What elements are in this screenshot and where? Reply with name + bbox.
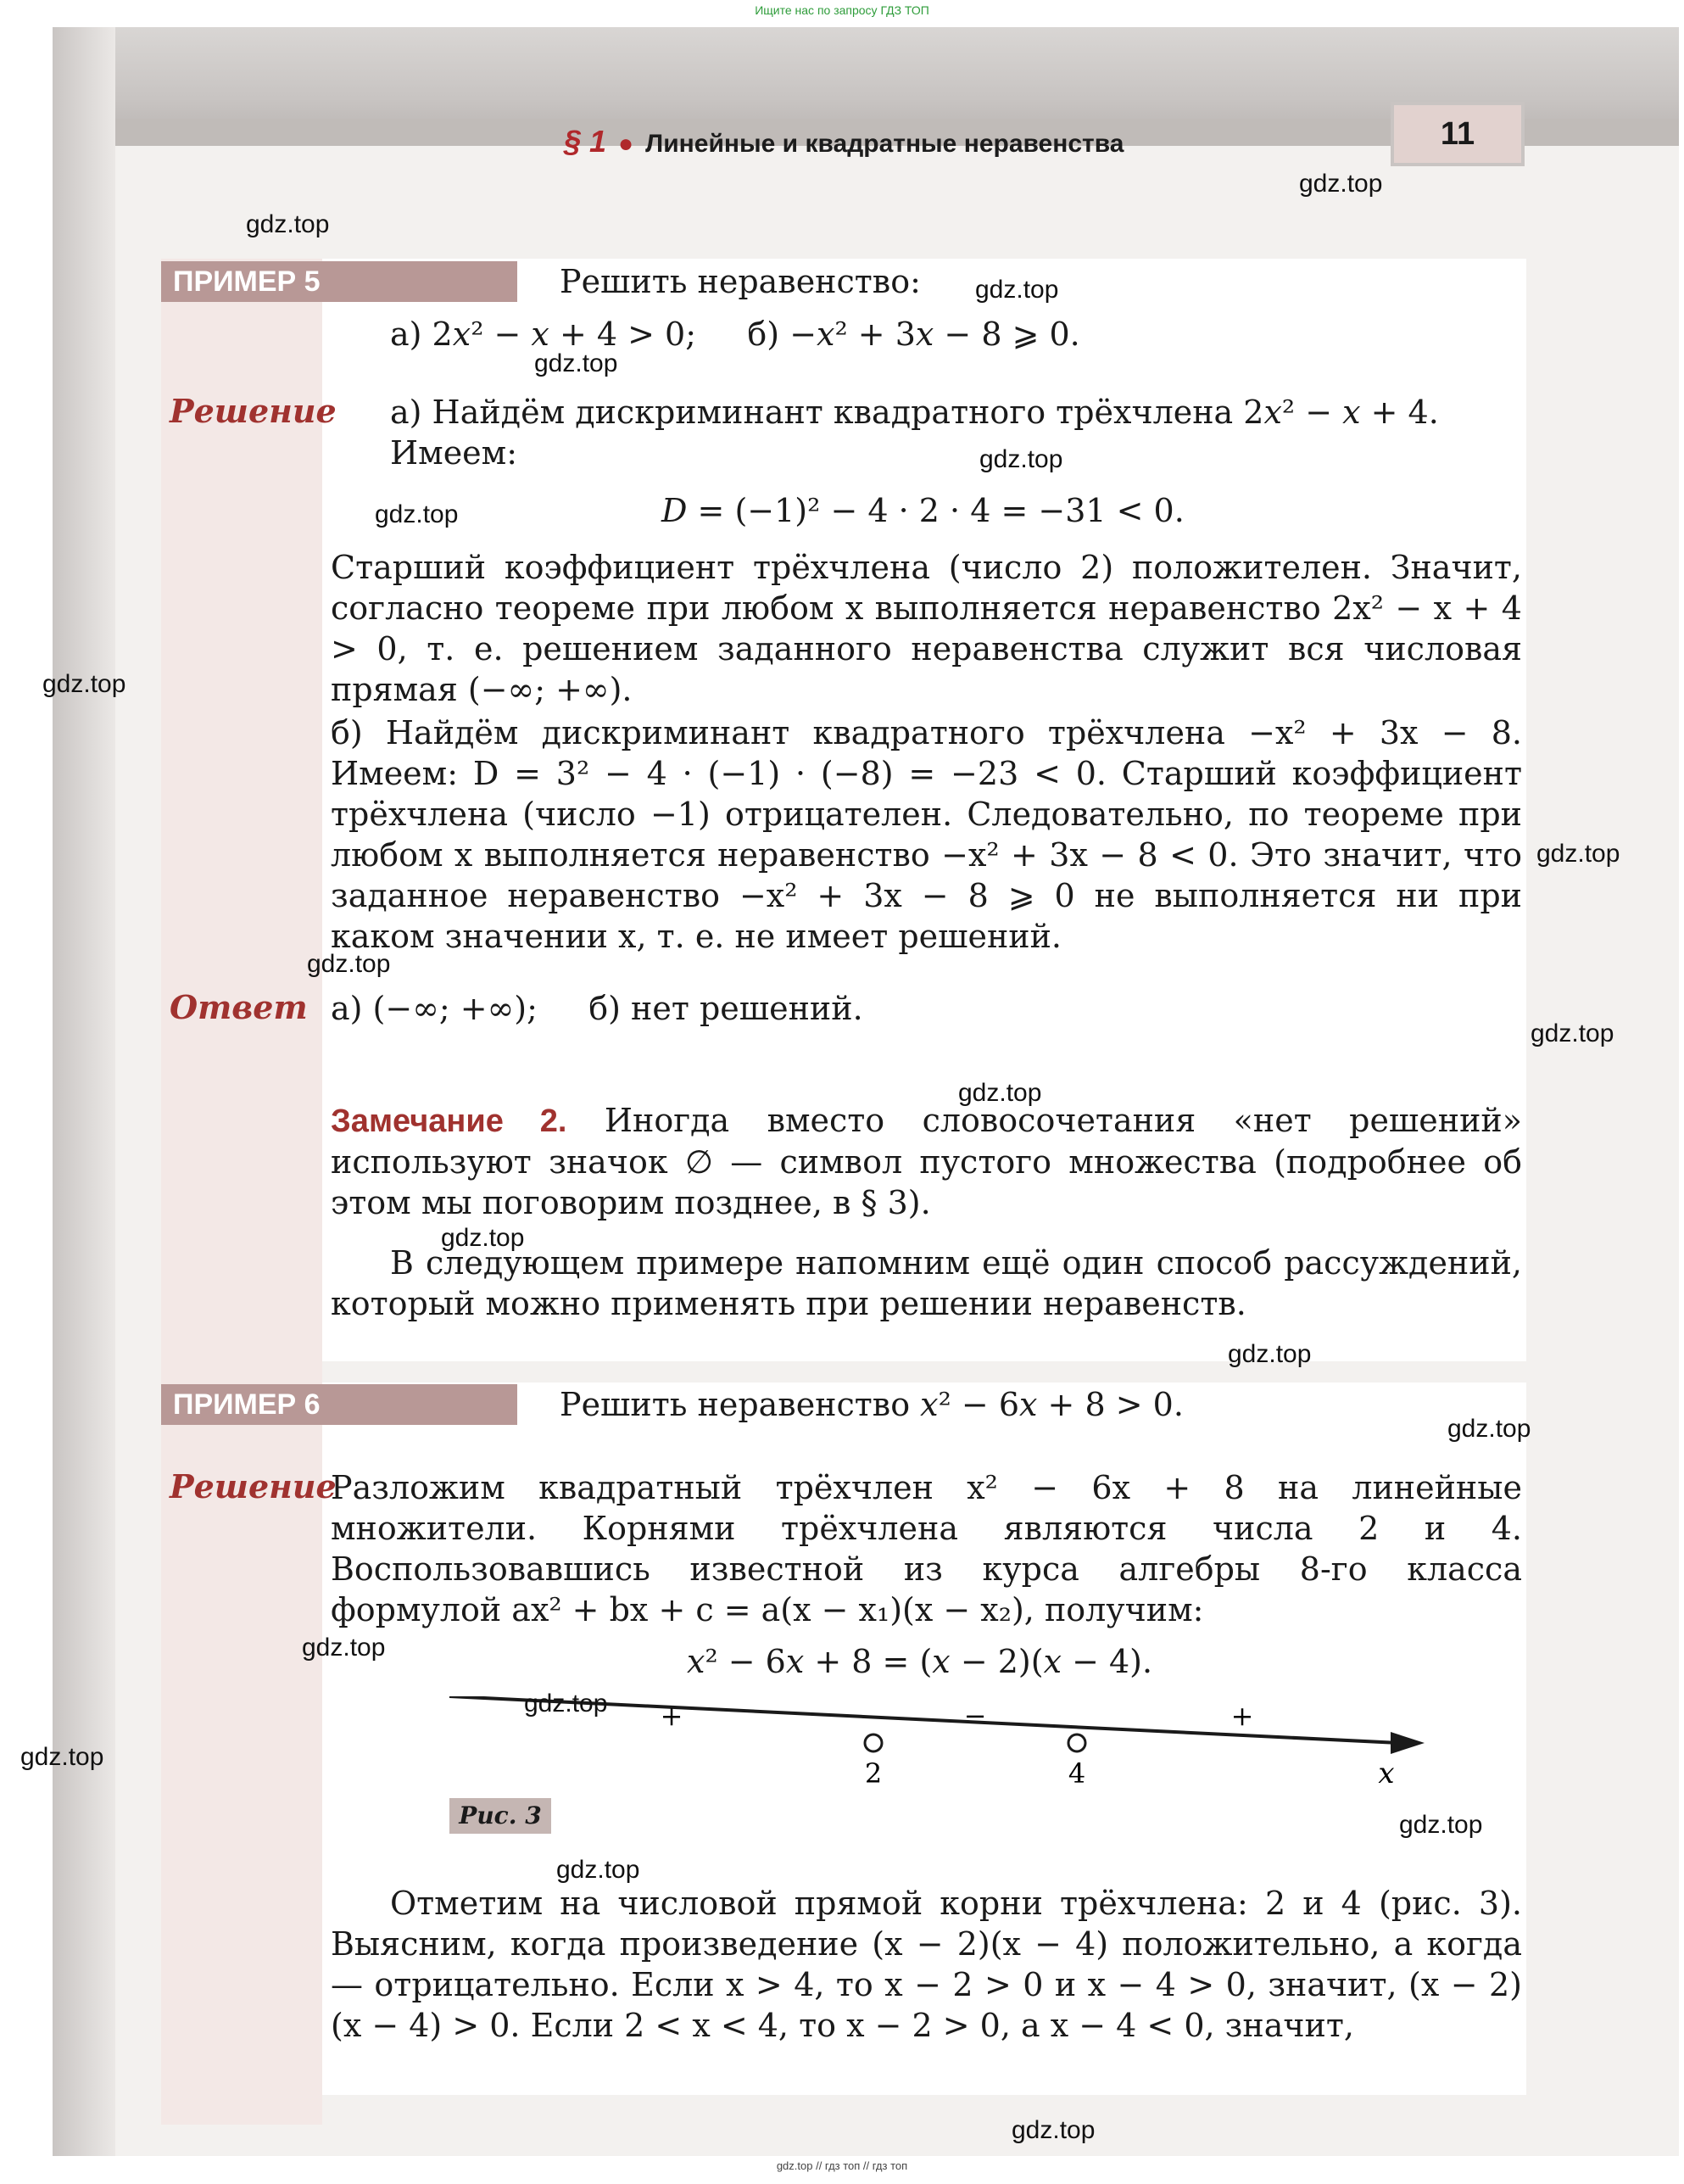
watermark: gdz.top <box>975 276 1059 304</box>
example6-task: Решить неравенство x² − 6x + 8 > 0. <box>560 1386 1184 1423</box>
example6-paragraph1: Разложим квадратный трёхчлен x² − 6x + 8 на линейные множители. Корнями трёхчлена являются числа 2 и 4. Воспользовавшись известной из курса алгебры 8-го класса формулой ax² + bx + c = a(x − x₁)(x − x₂), получим: <box>331 1469 1522 1628</box>
figure-caption: Рис. 3 <box>449 1798 551 1834</box>
bottom-note: gdz.top // гдз топ // гдз топ <box>776 2159 908 2172</box>
watermark: gdz.top <box>1012 2116 1096 2144</box>
example5-line-a: а) Найдём дискриминант квадратного трёхчлена 2x² − x + 4. <box>390 394 1439 431</box>
watermark: gdz.top <box>958 1079 1042 1107</box>
paragraph-number: § 1 <box>564 124 607 159</box>
running-header <box>564 124 1124 159</box>
point-label-4: 4 <box>1068 1757 1086 1790</box>
example5-paragraph1: Старший коэффициент трёхчлена (число 2) положителен. Значит, согласно теореме при любом x выполняется неравенство 2x² − x + 4 > 0, т. е. решением заданного неравенства служит вся числовая прямая (−∞; +∞). <box>331 549 1522 708</box>
watermark: gdz.top <box>524 1690 608 1718</box>
page-spine-shade <box>53 27 115 2156</box>
watermark: gdz.top <box>534 349 618 377</box>
watermark: gdz.top <box>1536 840 1620 868</box>
example5-label: ПРИМЕР 5 <box>161 261 517 302</box>
remark-head: Замечание 2. <box>331 1103 567 1139</box>
point-4 <box>1068 1734 1085 1751</box>
watermark: gdz.top <box>441 1224 525 1252</box>
axis-arrow-icon <box>1391 1732 1425 1754</box>
watermark: gdz.top <box>246 210 330 238</box>
chapter-title: Линейные и квадратные неравенства <box>645 130 1124 158</box>
example5-line-have: Имеем: <box>390 434 518 472</box>
example5-formula: D = (−1)² − 4 · 2 · 4 = −31 < 0. <box>661 492 1185 529</box>
example5-answer: а) (−∞; +∞); б) нет решений. <box>331 990 863 1027</box>
point-2 <box>865 1734 882 1751</box>
transition-paragraph: В следующем примере напомним ещё один способ рассуждений, который можно применять при решении неравенств. <box>331 1244 1522 1322</box>
watermark: gdz.top <box>20 1743 104 1771</box>
sign-left: + <box>660 1700 683 1732</box>
watermark: gdz.top <box>307 950 391 978</box>
example6-solution-label: Решение <box>170 1467 337 1505</box>
example6-label: ПРИМЕР 6 <box>161 1384 517 1425</box>
page-number: 11 <box>1391 102 1525 166</box>
example5-paragraph2: б) Найдём дискриминант квадратного трёхчлена −x² + 3x − 8. Имеем: D = 3² − 4 · (−1) · (−8) = −23 < 0. Старший коэффициент трёхчлена (число −1) отрицателен. Следовательно, по теореме при любом x выполняется неравенство −x² + 3x − 8 < 0. Это значит, что заданное неравенство −x² + 3x − 8 ⩾ 0 не выполняется ни при каком значении x, т. е. не имеет решений. <box>331 714 1522 955</box>
watermark: gdz.top <box>302 1634 386 1662</box>
watermark: gdz.top <box>1399 1811 1483 1839</box>
example5-parts: а) 2x² − x + 4 > 0; б) −x² + 3x − 8 ⩾ 0. <box>390 316 1080 353</box>
example5-task: Решить неравенство: <box>560 263 921 300</box>
example6-formula: x² − 6x + 8 = (x − 2)(x − 4). <box>687 1643 1153 1680</box>
example6-paragraph2: Отметим на числовой прямой корни трёхчлена: 2 и 4 (рис. 3). Выясним, когда произведение (x − 2)(x − 4) положительно, а когда — отрицательно. Если x > 4, то x − 2 > 0 и x − 4 > 0, значит, (x − 2)(x − 4) > 0. Если 2 < x < 4, то x − 2 > 0, а x − 4 < 0, значит, <box>331 1885 1522 2044</box>
top-note: Ищите нас по запросу ГДЗ ТОП <box>755 3 929 17</box>
watermark: gdz.top <box>556 1856 640 1884</box>
example5-answer-label: Ответ <box>170 988 308 1026</box>
remark-text: Иногда вместо словосочетания «нет решений» используют значок ∅ — символ пустого множества (подробнее об этом мы поговорим позднее, в § 3). <box>331 1102 1522 1221</box>
watermark: gdz.top <box>1228 1340 1312 1368</box>
example5-solution-label: Решение <box>170 392 337 430</box>
point-label-2: 2 <box>864 1757 883 1790</box>
bullet-icon: ● <box>618 130 634 158</box>
example5-margin <box>161 259 322 1064</box>
sign-right: + <box>1230 1700 1254 1732</box>
remark <box>331 1100 1522 1223</box>
sign-middle: − <box>963 1700 987 1732</box>
watermark: gdz.top <box>1299 170 1383 198</box>
watermark: gdz.top <box>1447 1415 1531 1443</box>
axis-label: x <box>1378 1757 1395 1790</box>
watermark: gdz.top <box>979 445 1063 473</box>
watermark: gdz.top <box>42 670 126 698</box>
watermark: gdz.top <box>1531 1019 1614 1047</box>
watermark: gdz.top <box>375 500 459 528</box>
